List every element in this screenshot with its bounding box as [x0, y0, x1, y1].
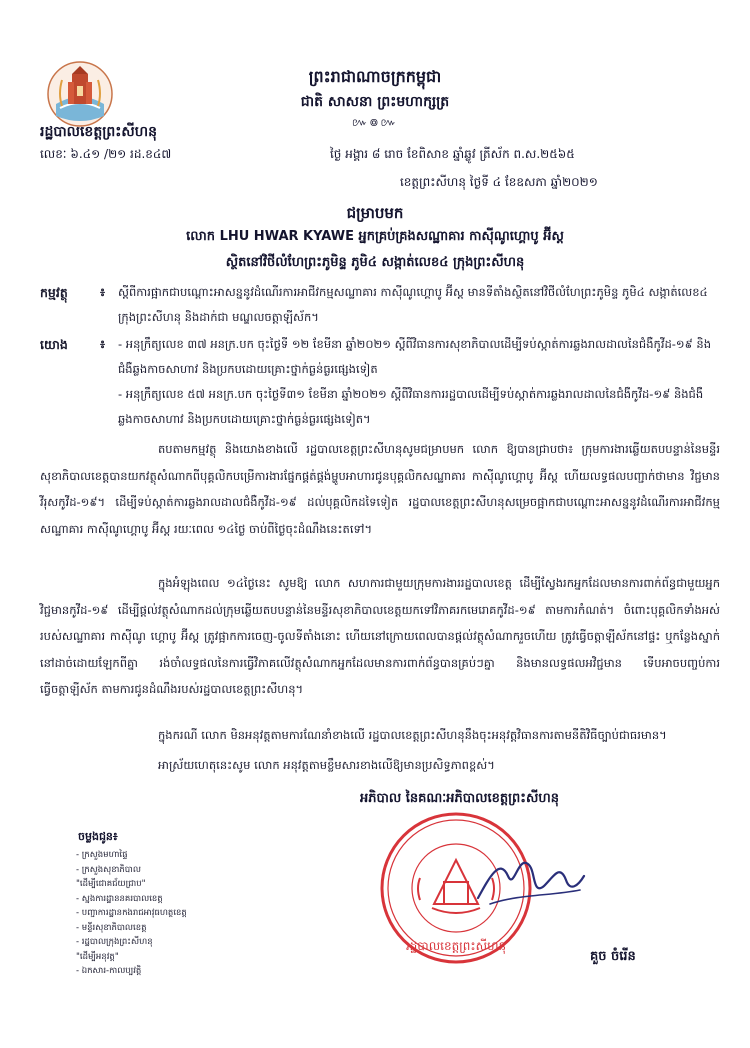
- cc-item: - ក្រសួងសុខាភិបាល: [76, 864, 141, 875]
- subject-label: កម្មវត្ថុ: [40, 285, 68, 300]
- cc-item: - មន្ទីរសុខាភិបាលខេត្ត: [76, 922, 147, 933]
- cc-item: - បញ្ជាការដ្ឋានកងរាជអាវុធហត្ថខេត្ត: [76, 908, 187, 918]
- reference-colon: ៖: [100, 337, 106, 351]
- header-ornament: ៚៙៚: [351, 116, 399, 129]
- addressee-line-2: ស្ថិតនៅវិថីលំហែព្រះភូមិន្ទ ភូមិ៤ សង្កាត់លេខ៤ ក្រុងព្រះសីហនុ: [225, 255, 525, 270]
- reference-item: - អនុក្រឹត្យលេខ ៣៧ អនក្រ.បក ចុះថ្ងៃទី ១២ ខែមីនា ឆ្នាំ២០២១ ស្ដីពីវិធានការសុខាភិបាលដើម្បីទប់ស្កាត់ការឆ្លងរាលដាលនៃជំងឺកូវីដ-១៩ និងជំងឺឆ្លងកាចសាហាវ និងប្រកបដោយគ្រោះថ្នាក់ធ្ងន់ធ្ងរផ្សេងទៀត: [118, 337, 712, 376]
- subject-text: ស្ដីពីការផ្អាកជាបណ្ដោះអាសន្ននូវដំណើរការអាជីវកម្មសណ្ឋាគារ កាស៊ីណូហ្គោបូ អ៊ីស្ដ មានទីតាំងស្ថិតនៅវិថីលំហែព្រះភូមិន្ទ ភូមិ៤ សង្កាត់លេខ៤ ក្រុងព្រះសីហនុ និងដាក់ជា មណ្ឌលចត្តាឡីស័ក។: [118, 285, 708, 324]
- cc-list: [76, 848, 296, 979]
- cc-title: ចម្លងជូន៖: [78, 830, 118, 843]
- notice-title: ជម្រាបមក: [346, 204, 404, 222]
- body-paragraph-1: តបតាមកម្មវត្ថុ និងយោងខាងលើ រដ្ឋបាលខេត្តព្រះសីហនុសូមជម្រាបមក លោក ឱ្យបានជ្រាបថា៖ ក្រុមការងារឆ្លើយតបបន្ទាន់នៃមន្ទីរសុខាភិបាលខេត្តបានយកវត្ថុសំណាកពីបុគ្គលិកបម្រើការងារផ្នែកផ្គត់ផ្គង់ម្ហូបអាហារជូនបុគ្គលិកសណ្ឋាគារ កាស៊ីណូហ្គោបូ អ៊ីស្ដ ហើយលទ្ធផលបញ្ជាក់ថាមាន វិជ្ជមានវីរុសកូវីដ-១៩។ ដើម្បីទប់ស្កាត់ការឆ្លងរាលដាលជំងឺកូវីដ-១៩ ដល់បុគ្គលិកដទៃទៀត រដ្ឋបាលខេត្តព្រះសីហនុសម្រេចផ្អាកជាបណ្ដោះអាសន្ននូវដំណើរការអាជីវកម្មសណ្ឋាគារ កាស៊ីណូហ្គោបូ អ៊ីស្ដ រយៈពេល ១៤ថ្ងៃ ចាប់ពីថ្ងៃចុះដំណឹងនេះតទៅ។: [40, 442, 720, 536]
- solar-date: ខេត្តព្រះសីហនុ ថ្ងៃទី ៤ ខែឧសភា ឆ្នាំ២០២១: [400, 175, 598, 189]
- signatory-name: គួច ចំរើន: [590, 949, 636, 964]
- subject-colon: ៖: [100, 285, 106, 299]
- cc-item: - ក្រសួងមហាផ្ទៃ: [76, 850, 128, 860]
- cc-item: - ស្នងការដ្ឋាននគរបាលខេត្ត: [76, 893, 163, 904]
- reference-number: លេខៈ ៦.៤១ /២១ រដ.ខ៤៧: [40, 147, 172, 161]
- signatory-title: អភិបាល នៃគណៈអភិបាលខេត្តព្រះសីហនុ: [360, 791, 559, 806]
- reference-block: [40, 332, 720, 432]
- body-paragraph-4: អាស្រ័យហេតុនេះសូម លោក អនុវត្តតាមខ្លឹមសារខាងលើឱ្យមានប្រសិទ្ធភាពខ្ពស់។: [158, 758, 495, 772]
- kingdom-heading: ព្រះរាជាណាចក្រកម្ពុជា: [308, 67, 442, 86]
- reference-item: - អនុក្រឹត្យលេខ ៥៧ អនក្រ.បក ចុះថ្ងៃទី៣១ ខែមីនា ឆ្នាំ២០២១ ស្ដីពីវិធានការរដ្ឋបាលដើម្បីទប់ស្កាត់ការឆ្លងរាលដាលនៃជំងឺកូវីដ-១៩ និងជំងឺឆ្លងកាចសាហាវ និងប្រកបដោយគ្រោះថ្នាក់ធ្ងន់ធ្ងរផ្សេងទៀត។: [118, 387, 704, 426]
- handwritten-signature: [470, 846, 590, 916]
- cc-item: "ដើម្បីអនុវត្ត": [76, 951, 119, 962]
- subject-block: [40, 280, 720, 330]
- lunar-date: ថ្ងៃ អង្គារ ៨ រោច ខែពិសាខ ឆ្នាំឆ្លូវ ត្រីស័ក ព.ស.២៥៦៥: [330, 147, 575, 161]
- body-paragraph-3: ក្នុងករណី លោក មិនអនុវត្តតាមការណែនាំខាងលើ រដ្ឋបាលខេត្តព្រះសីហនុនឹងចុះអនុវត្តវិធានការតាមនីតិវិធីច្បាប់ជាធរមាន។: [158, 728, 667, 742]
- cc-item: - ឯកសារ-កាលប្បវត្តិ: [76, 966, 142, 976]
- cc-item: - រដ្ឋបាលក្រុងព្រះសីហនុ: [76, 937, 153, 947]
- cc-item: "ដើម្បីជោគជ័យជ្រាប": [76, 879, 146, 889]
- body-paragraph-2: ក្នុងអំឡុងពេល ១៤ថ្ងៃនេះ សូមឱ្យ លោក សហការជាមួយក្រុមការងាររដ្ឋបាលខេត្ត ដើម្បីស្វែងរកអ្នកដែលមានការពាក់ព័ន្ធជាមួយអ្នកវិជ្ជមានកូវីដ-១៩ ដើម្បីផ្ដល់វត្ថុសំណាកដល់ក្រុមឆ្លើយតបបន្ទាន់នៃមន្ទីរសុខាភិបាលខេត្តយកទៅវិភាគរកមេរោគកូវីដ-១៩ តាមការកំណត់។ ចំពោះបុគ្គលិកទាំងអស់របស់សណ្ឋាគារ កាស៊ីណូ ហ្គោបូ អ៊ីស្ដ ត្រូវផ្អាកការចេញ-ចូលទីតាំងនោះ ហើយនៅក្រោយពេលបានផ្ដល់វត្ថុសំណាករួចហើយ ត្រូវធ្វើចត្តាឡីស័កនៅផ្ទះ ឬកន្លែងស្នាក់នៅដាច់ដោយឡែកពីគ្នា រង់ចាំលទ្ធផលនៃការធ្វើវិភាគលើវត្ថុសំណាកអ្នកដែលមានការពាក់ព័ន្ធបានគ្រប់ៗគ្នា និងមានលទ្ធផលអវិជ្ជមាន ទើបអាចបញ្ចប់ការធ្វើចត្តាឡីស័ក តាមការជូនដំណឹងរបស់រដ្ឋបាលខេត្តព្រះសីហនុ។: [40, 576, 720, 696]
- national-motto: ជាតិ សាសនា ព្រះមហាក្សត្រ: [300, 94, 450, 110]
- reference-label: យោង: [40, 337, 68, 352]
- stamp-text: រដ្ឋបាលខេត្តព្រះសីហនុ: [405, 939, 507, 953]
- addressee-line-1: លោក LHU HWAR KYAWE អ្នកគ្រប់គ្រងសណ្ឋាគារ កាស៊ីណូហ្គោបូ អ៊ីស្ដ: [186, 229, 564, 244]
- issuing-authority: រដ្ឋបាលខេត្តព្រះសីហនុ: [40, 124, 157, 140]
